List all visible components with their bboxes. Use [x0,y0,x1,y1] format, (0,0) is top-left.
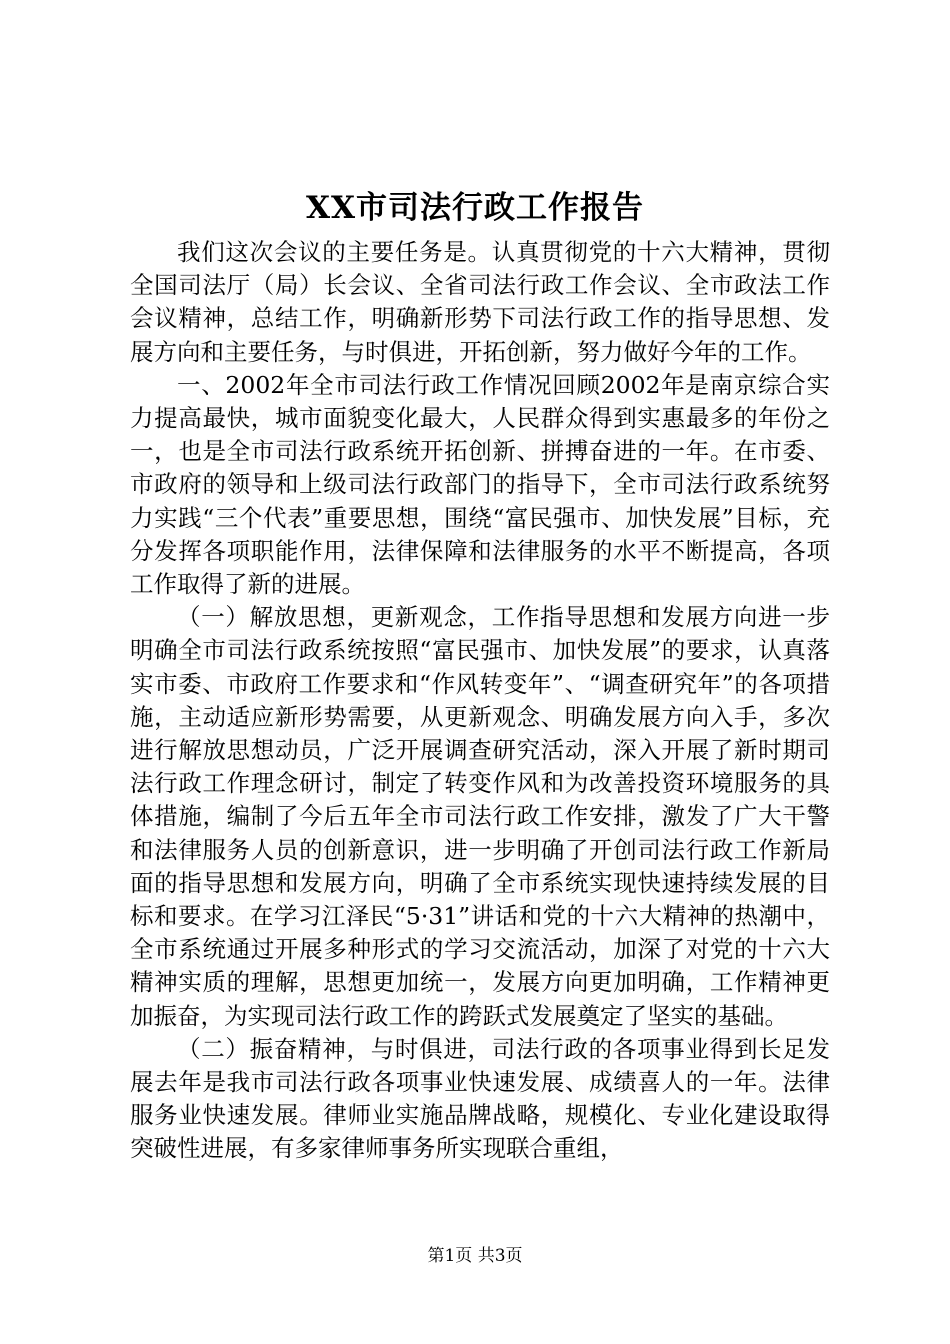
page-number-footer: 第1页 共3页 [427,1246,523,1266]
paragraph-section-two: （二）振奋精神，与时俱进，司法行政的各项事业得到长足发展去年是我市司法行政各项事业快速发展、成绩喜人的一年。法律服务业快速发展。律师业实施品牌战略，规模化、专业化建设取得突破性进展，有多家律师事务所实现联合重组， [130,1034,830,1163]
document-title: XX市司法行政工作报告 [305,190,645,226]
paragraph-intro: 我们这次会议的主要任务是。认真贯彻党的十六大精神，贯彻全国司法厅（局）长会议、全省司法行政工作会议、全市政法工作会议精神，总结工作，明确新形势下司法行政工作的指导思想、发展方向和主要任务，与时俱进，开拓创新，努力做好今年的工作。 [130,238,830,366]
paragraph-review: 一、2002年全市司法行政工作情况回顾2002年是南京综合实力提高最快，城市面貌变化最大，人民群众得到实惠最多的年份之一，也是全市司法行政系统开拓创新、拼搏奋进的一年。在市委、市政府的领导和上级司法行政部门的指导下，全市司法行政系统努力实践“三个代表”重要思想，围绕“富民强市、加快发展”目标，充分发挥各项职能作用，法律保障和法律服务的水平不断提高，各项工作取得了新的进展。 [130,370,830,599]
document-body [130,236,830,1166]
paragraph-section-one: （一）解放思想，更新观念，工作指导思想和发展方向进一步明确全市司法行政系统按照“富民强市、加快发展”的要求，认真落实市委、市政府工作要求和“作风转变年”、“调查研究年”的各项措施，主动适应新形势需要，从更新观念、明确发展方向入手，多次进行解放思想动员，广泛开展调查研究活动，深入开展了新时期司法行政工作理念研讨，制定了转变作风和为改善投资环境服务的具体措施，编制了今后五年全市司法行政工作安排，激发了广大干警和法律服务人员的创新意识，进一步明确了开创司法行政工作新局面的指导思想和发展方向，明确了全市系统实现快速持续发展的目标和要求。在学习江泽民“5·31”讲话和党的十六大精神的热潮中，全市系统通过开展多种形式的学习交流活动，加深了对党的十六大精神实质的理解，思想更加统一，发展方向更加明确，工作精神更加振奋，为实现司法行政工作的跨跃式发展奠定了坚实的基础。 [130,603,830,1030]
